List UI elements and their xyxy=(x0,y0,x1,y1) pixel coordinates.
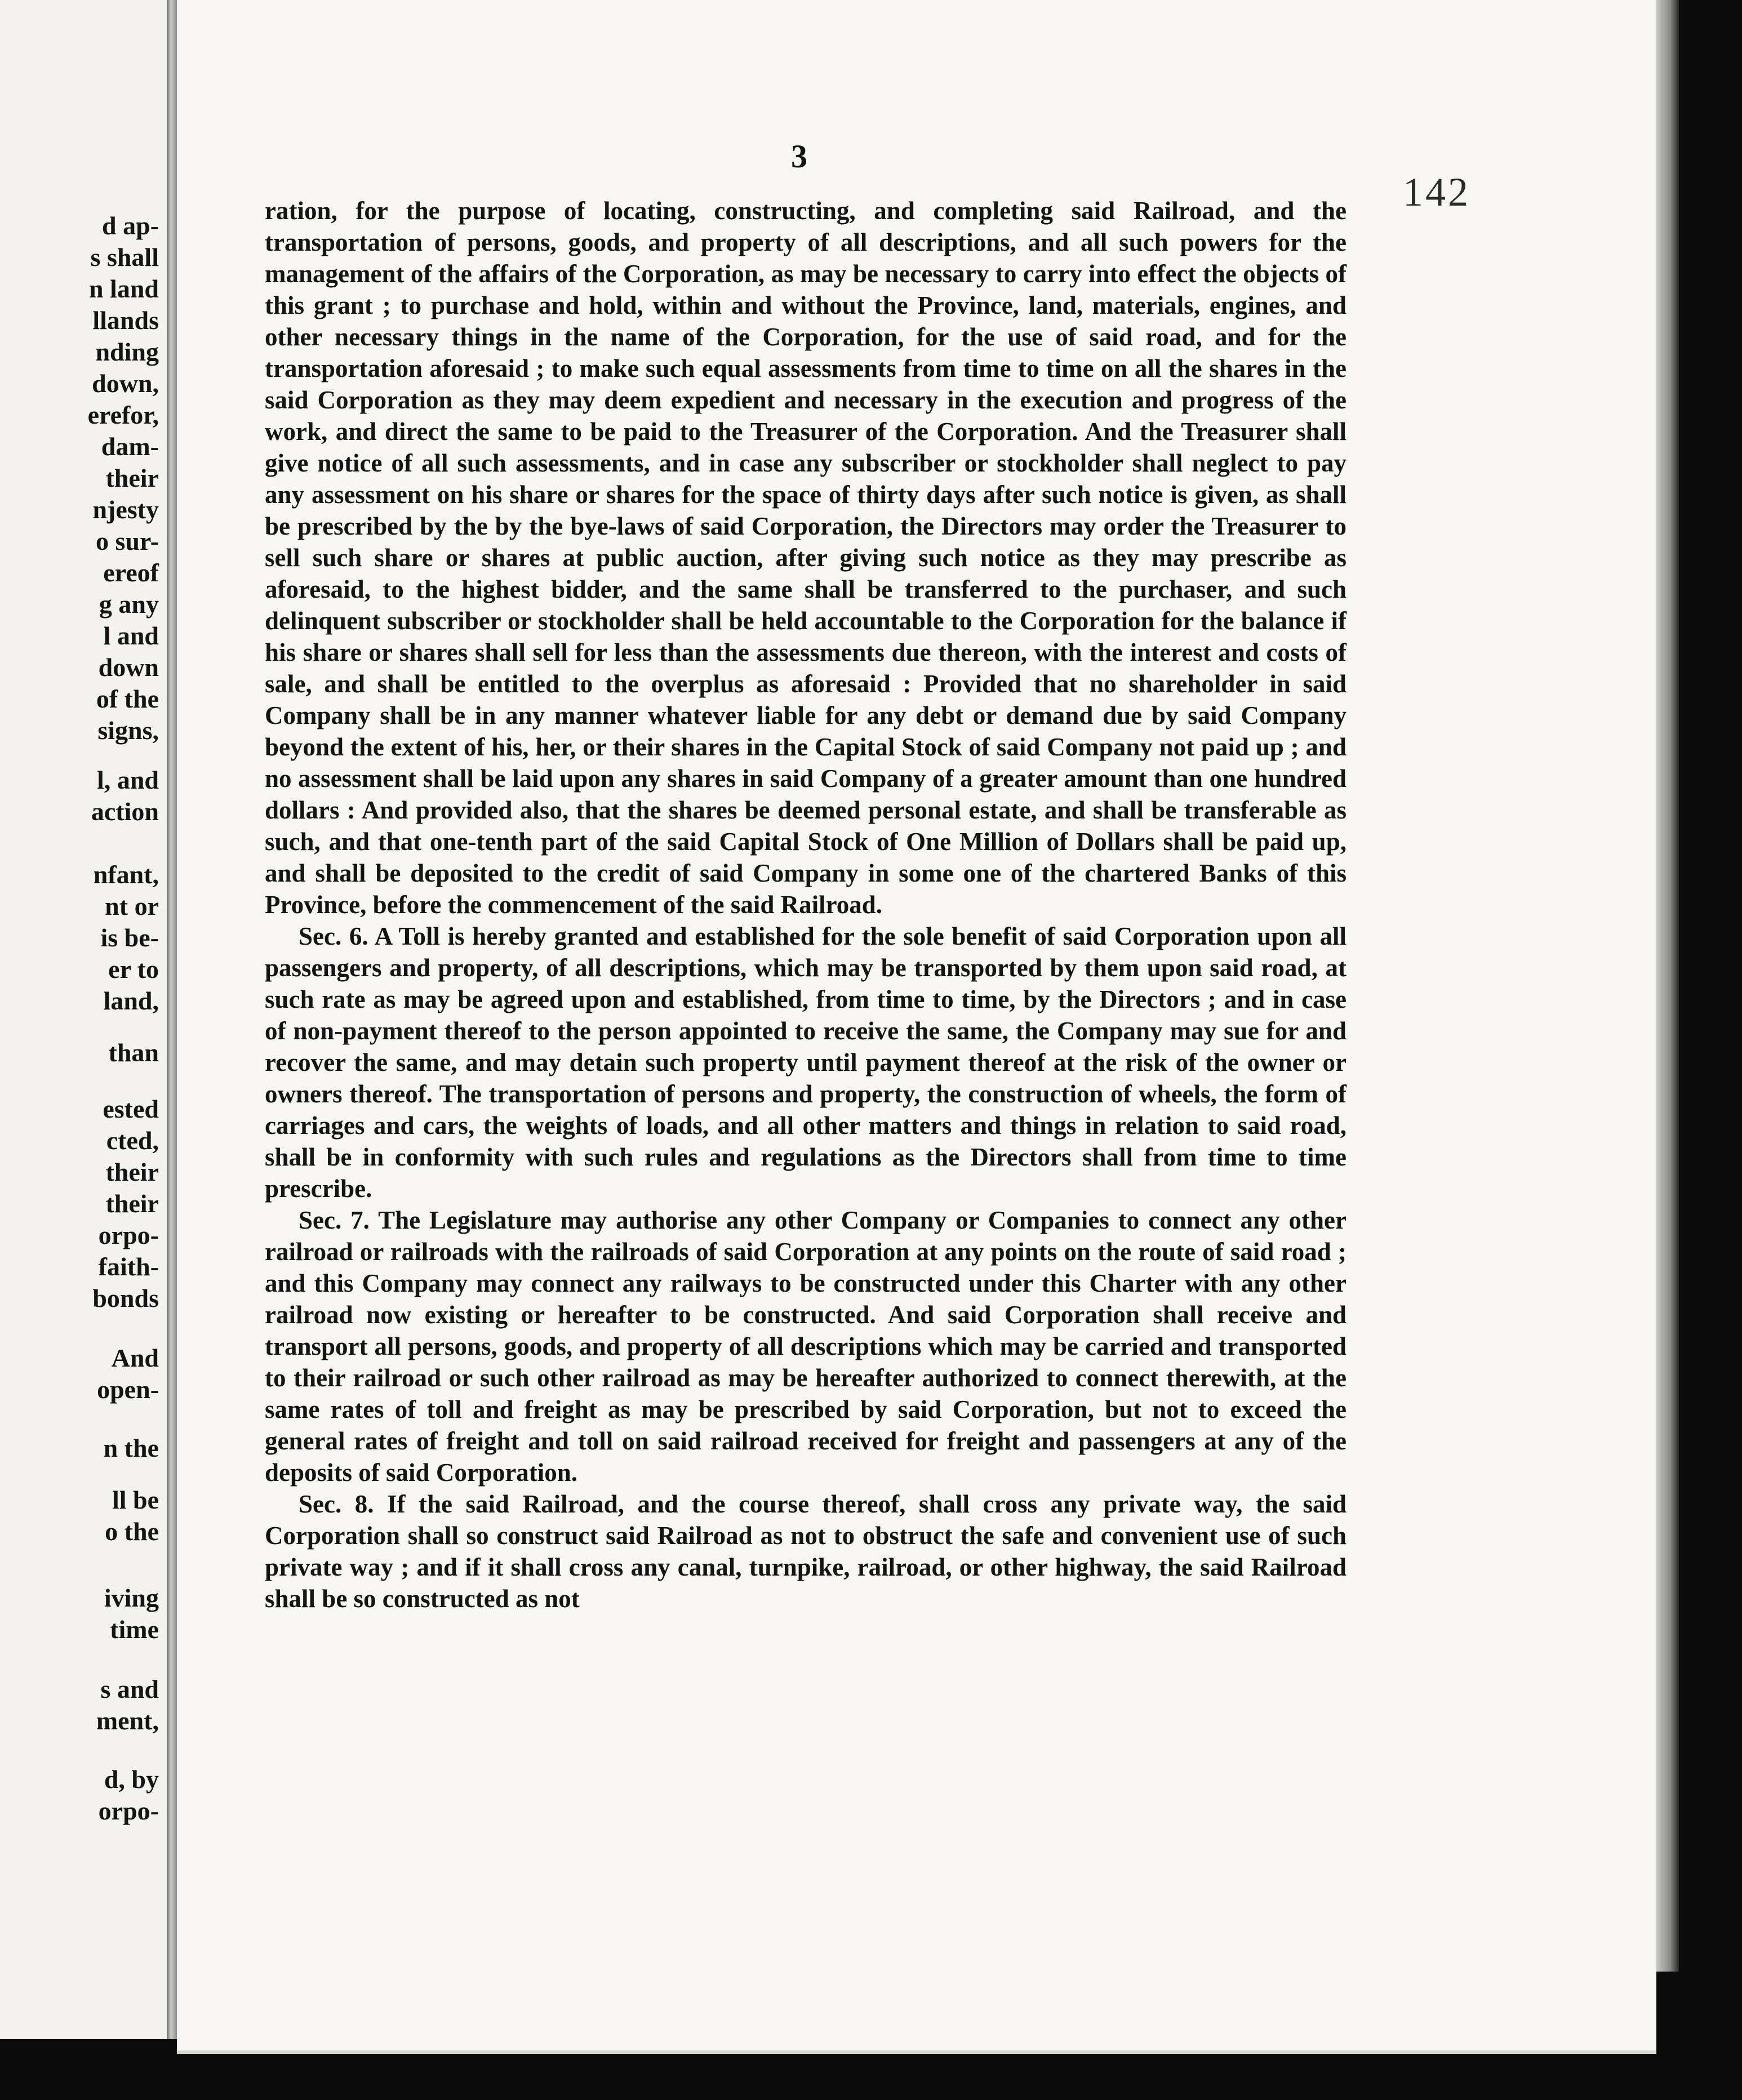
left-fragment: l, and xyxy=(97,766,159,794)
left-fragment: llands xyxy=(92,306,159,335)
page-edge-shadow xyxy=(1656,0,1679,1972)
left-fragment: dam- xyxy=(101,432,159,461)
left-fragment: faith- xyxy=(98,1252,159,1281)
left-fragment: ereof xyxy=(103,558,159,587)
paragraph-sec-8: Sec. 8. If the said Railroad, and the course thereof, shall cross any private way, the said Corporation shall so construct said Railroad as not to obstruct the safe and convenient use of such private way ; and if it shall cross any canal, turnpike, railroad, or other highway, the said Railroad shall be so constructed as not xyxy=(265,1490,1347,1613)
left-fragment: open- xyxy=(97,1375,159,1404)
left-fragment: action xyxy=(91,797,159,826)
left-fragment: time xyxy=(110,1615,159,1644)
paragraph-sec-7: Sec. 7. The Legislature may authorise any other Company or Companies to connect any other railroad or railroads with the railroads of said Corporation at any points on the route of said road ; and this Company may connect any railways to be constructed under this Charter with any other railroad now existing or hereafter to be constructed. And said Corporation shall receive and transport all persons, goods, and property of all descriptions which may be carried and transported to their railroad or such other railroad as may be hereafter authorized to connect therewith, at the same rates of toll and freight as may be prescribed by said Corporation, but not to exceed the general rates of freight and toll on said railroad received for freight and passengers at any of the deposits of said Corporation. xyxy=(265,1206,1347,1487)
left-fragment: their xyxy=(105,1158,159,1186)
left-fragment: ment, xyxy=(96,1706,159,1735)
left-fragment: orpo- xyxy=(98,1221,159,1249)
left-fragment: n the xyxy=(103,1434,159,1462)
page-number: 3 xyxy=(791,138,807,175)
folio-number: 142 xyxy=(1403,170,1470,215)
paragraph-sec-6: Sec. 6. A Toll is hereby granted and established for the sole benefit of said Corporation upon all passengers and property, of all descriptions, which may be transported by them upon said road, at such rate as may be agreed upon and established, from time to time, by the Directors ; and in case of non-payment thereof to the person appointed to receive the same, the Company may sue for and recover the same, and may detain such property until payment thereof at the risk of the owner or owners thereof. The transportation of persons and property, the construction of wheels, the form of carriages and cars, the weights of loads, and all other matters and things in relation to said road, shall be in conformity with such rules and regulations as the Directors shall from time to time prescribe. xyxy=(265,922,1347,1203)
left-fragment: of the xyxy=(96,684,159,713)
left-fragment: g any xyxy=(99,590,159,619)
left-fragment: down, xyxy=(92,369,159,398)
left-fragment: land, xyxy=(103,986,159,1015)
body-text xyxy=(265,195,1347,1614)
book-gutter xyxy=(167,0,177,2039)
left-fragment: s and xyxy=(100,1675,159,1703)
left-fragment: o sur- xyxy=(95,527,159,555)
left-fragment: d ap- xyxy=(102,211,159,240)
left-fragment: njesty xyxy=(92,495,159,524)
left-fragment: cted, xyxy=(106,1126,159,1155)
left-fragment: And xyxy=(111,1343,159,1372)
left-fragment: their xyxy=(105,1189,159,1218)
left-fragment: ested xyxy=(103,1095,159,1123)
left-fragment: l and xyxy=(103,621,159,650)
left-fragment: nding xyxy=(95,337,159,366)
left-fragment: than xyxy=(108,1038,159,1067)
left-fragment: o the xyxy=(105,1517,159,1546)
left-fragment: nfant, xyxy=(93,860,159,889)
left-fragment: down xyxy=(98,653,159,682)
left-fragment: ll be xyxy=(112,1485,159,1514)
left-fragment: signs, xyxy=(97,716,159,745)
left-fragment: is be- xyxy=(100,923,159,952)
left-fragment: n land xyxy=(88,274,159,303)
left-fragment: s shall xyxy=(90,243,159,272)
left-fragment: nt or xyxy=(105,892,159,920)
left-fragment: iving xyxy=(104,1583,159,1612)
left-fragment: their xyxy=(105,464,159,492)
left-fragment: d, by xyxy=(104,1765,159,1794)
left-fragment: bonds xyxy=(92,1284,159,1312)
paragraph-continuation: ration, for the purpose of locating, constructing, and completing said Railroad, and the transportation of persons, goods, and property of all descriptions, and all such powers for the management of the affairs of the Corporation, as may be necessary to carry into effect the objects of this grant ; to purchase and hold, within and without the Province, land, materials, engines, and other necessary things in the name of the Corporation, for the use of said road, and for the transportation aforesaid ; to make such equal assessments from time to time on all the shares in the said Corporation as they may deem expedient and necessary in the execution and progress of the work, and direct the same to be paid to the Treasurer of the Corporation. And the Treasurer shall give notice of all such assessments, and in case any subscriber or stockholder shall neglect to pay any assessment on his share or shares for the space of thirty days after such notice is given, as shall be prescribed by the by the bye-laws of said Corporation, the Directors may order the Treasurer to sell such share or shares at public auction, after giving such notice as they may prescribe as aforesaid, to the highest bidder, and the same shall be transferred to the purchaser, and such delinquent subscriber or stockholder shall be held accountable to the Corporation for the balance if his share or shares shall sell for less than the assessments due thereon, with the interest and costs of sale, and shall be entitled to the overplus as aforesaid : Provided that no shareholder in said Company shall be in any manner whatever liable for any debt or demand due by said Company beyond the extent of his, her, or their shares in the Capital Stock of said Company not paid up ; and no assessment shall be laid upon any shares in said Company of a greater amount than one hundred dollars : And provided also, that the shares be deemed personal estate, and shall be transferable as such, and that one-tenth part of the said Capital Stock of One Million of Dollars shall be paid up, and shall be deposited to the credit of said Company in some one of the chartered Banks of this Province, before the commencement of the said Railroad. xyxy=(265,197,1347,919)
left-fragment: er to xyxy=(108,955,159,984)
left-fragment: erefor, xyxy=(87,401,159,429)
left-facing-page xyxy=(0,0,167,2039)
left-fragment: orpo- xyxy=(98,1796,159,1825)
